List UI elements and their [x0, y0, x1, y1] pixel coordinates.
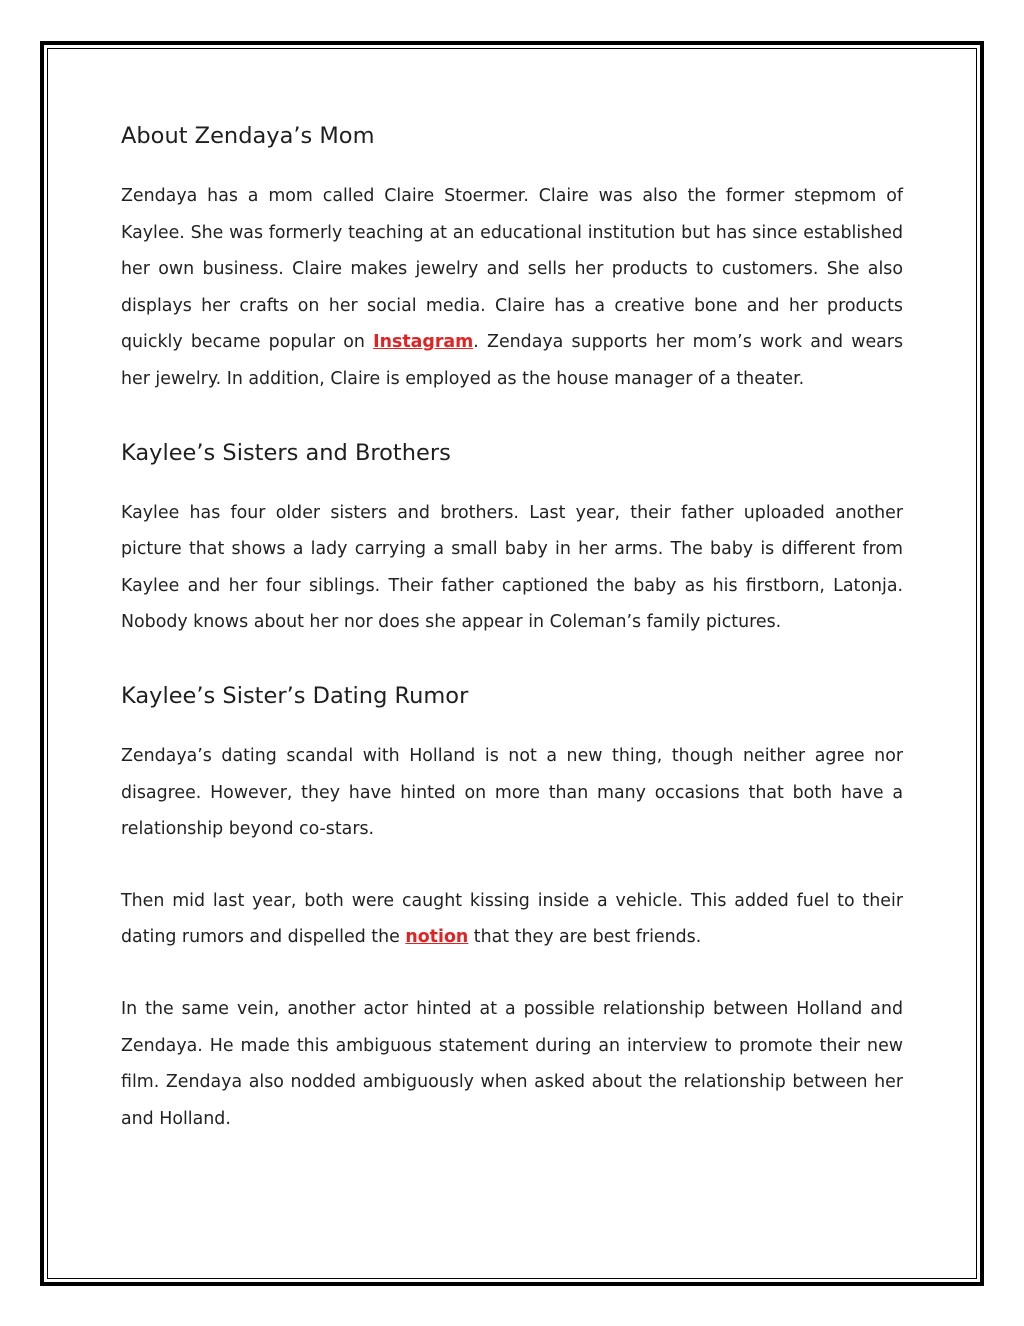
section-heading-sisters-brothers: Kaylee’s Sisters and Brothers	[121, 439, 451, 466]
section-heading-dating-rumor: Kaylee’s Sister’s Dating Rumor	[121, 682, 469, 709]
paragraph-text: Then mid last year, both were caught kissing inside a vehicle. This added fuel to their dating rumors and dispelled the	[121, 890, 903, 948]
section-heading-zendayas-mom: About Zendaya’s Mom	[121, 123, 375, 149]
paragraph-text: that they are best friends.	[468, 927, 702, 948]
paragraph-sisters-brothers: Kaylee has four older sisters and brothers. Last year, their father uploaded another picture that shows a lady carrying a small baby in her arms. The baby is different from Kaylee and her four siblings. Their father captioned the baby as his firstborn, Latonja. Nobody knows about her nor does she appear in Coleman’s family pictures.	[121, 502, 903, 633]
document-content	[121, 116, 903, 1137]
paragraph-dating-scandal: Zendaya’s dating scandal with Holland is not a new thing, though neither agree nor disagree. However, they have hinted on more than many occasions that both have a relationship beyond co-stars.	[121, 745, 903, 840]
paragraph-same-vein: In the same vein, another actor hinted at a possible relationship between Holland and Zendaya. He made this ambiguous statement during an interview to promote their new film. Zendaya also nodded ambiguously when asked about the relationship between her and Holland.	[121, 998, 903, 1129]
instagram-link[interactable]: Instagram	[373, 332, 474, 353]
paragraph-text: Zendaya has a mom called Claire Stoermer. Claire was also the former stepmom of Kaylee. She was formerly teaching at an educational institution but has since established her own business. Claire makes jewelry and sells her products to customers. She also displays her crafts on her social media. Claire has a creative bone and her products quickly became popular on	[121, 186, 903, 353]
paragraph-text: . Zendaya supports her mom’s work and wears her jewelry. In addition, Claire is employed as the house manager of a theater.	[121, 332, 904, 389]
paragraph-zendayas-mom	[121, 178, 903, 398]
paragraph-caught-kissing	[121, 883, 903, 956]
notion-link[interactable]: notion	[405, 927, 469, 948]
